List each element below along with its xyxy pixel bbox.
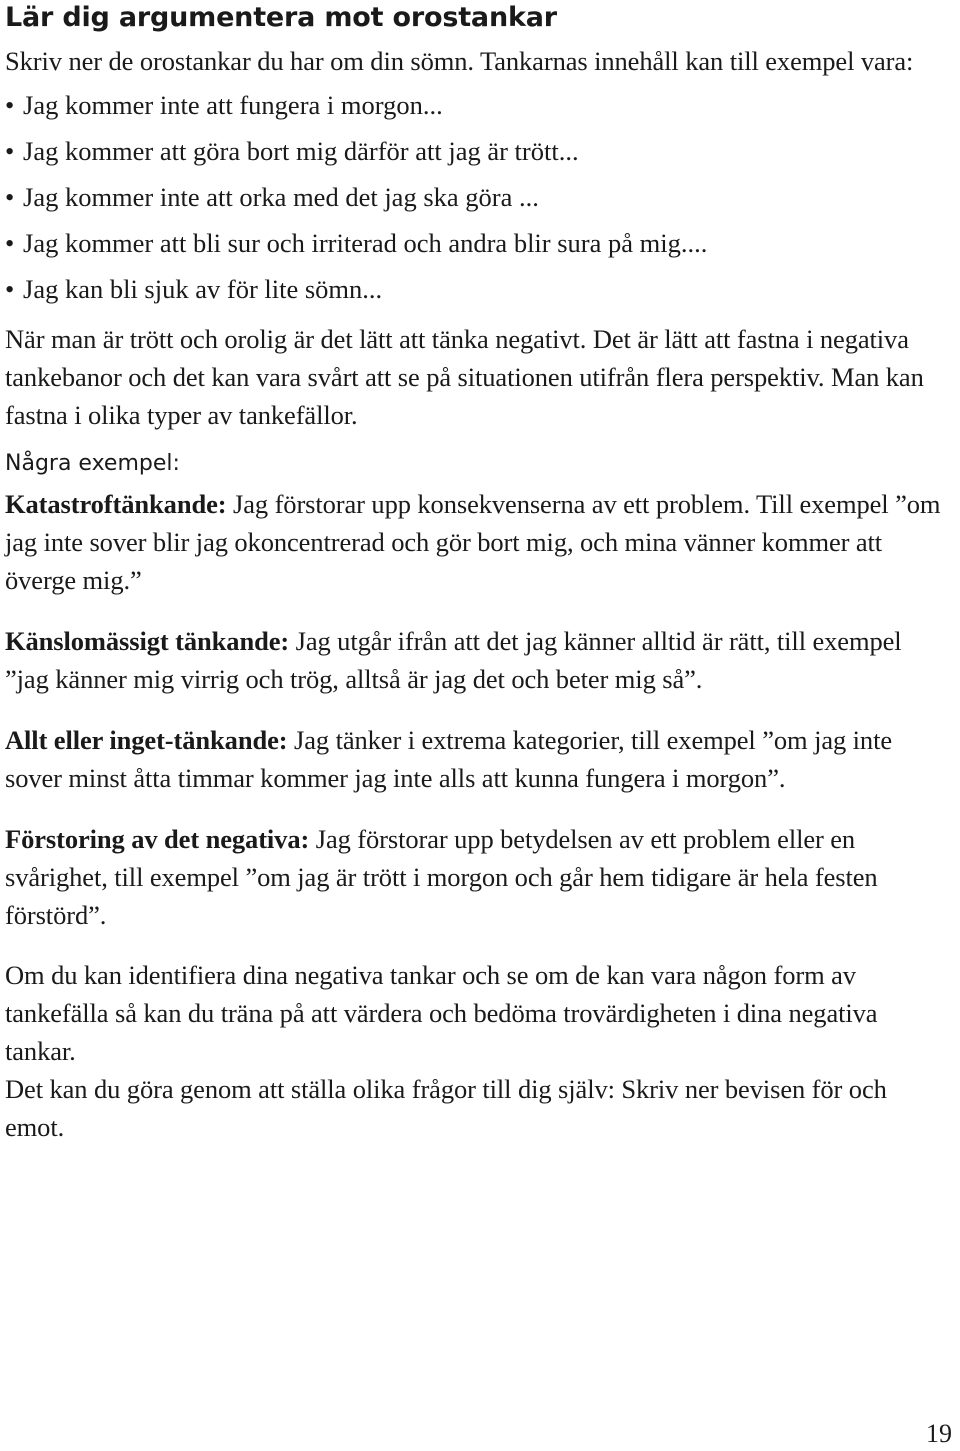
- page-number: 19: [926, 1419, 952, 1448]
- list-item: [5, 82, 950, 128]
- example-term: Allt eller inget-tänkande:: [5, 725, 288, 755]
- list-item-text: Jag kommer att göra bort mig därför att jag är trött...: [23, 136, 579, 166]
- example-emotional-reasoning: [5, 622, 950, 698]
- list-item-text: Jag kommer att bli sur och irriterad och andra blir sura på mig....: [23, 228, 708, 258]
- examples-subheading: Några exempel:: [5, 451, 180, 476]
- example-text: Jag förstorar upp konsekvenserna av ett problem. Till exempel ”om jag inte sover blir jag okoncentrerad och gör bort mig, och mina vänner kommer att överge mig.”: [5, 489, 941, 595]
- bullet-icon: •: [5, 136, 15, 166]
- example-text: Jag förstorar upp betydelsen av ett problem eller en svårighet, till exempel ”om jag är trött i morgon och går hem tidigare är hela festen förstörd”.: [5, 824, 878, 930]
- bullet-icon: •: [5, 274, 15, 304]
- example-term: Förstoring av det negativa:: [5, 824, 310, 854]
- list-item-text: Jag kommer inte att fungera i morgon...: [23, 90, 443, 120]
- example-term: Känslomässigt tänkande:: [5, 626, 290, 656]
- bullet-icon: •: [5, 182, 15, 212]
- example-text: Jag tänker i extrema kategorier, till exempel ”om jag inte sover minst åtta timmar kommer jag inte alls att kunna fungera i morgon”.: [5, 725, 893, 793]
- example-term: Katastroftänkande:: [5, 489, 227, 519]
- list-item: [5, 220, 950, 266]
- example-text: Jag utgår ifrån att det jag känner alltid är rätt, till exempel ”jag känner mig virrig och trög, alltså är jag det och beter mig så”.: [5, 626, 902, 694]
- example-all-or-nothing: [5, 721, 950, 797]
- bullet-icon: •: [5, 90, 15, 120]
- intro-paragraph: Skriv ner de orostankar du har om din sömn. Tankarnas innehåll kan till exempel vara:: [5, 46, 914, 76]
- document-page: [5, 0, 950, 1146]
- worry-examples-list: [5, 82, 950, 312]
- closing-instruction: Det kan du göra genom att ställa olika frågor till dig själv: Skriv ner bevisen för och emot.: [5, 1074, 887, 1142]
- example-magnification: [5, 820, 950, 934]
- list-item-text: Jag kommer inte att orka med det jag ska göra ...: [23, 182, 539, 212]
- negative-thinking-paragraph: När man är trött och orolig är det lätt att tänka negativt. Det är lätt att fastna i negativa tankebanor och det kan vara svårt att se på situationen utifrån flera perspektiv. Man kan fastna i olika typer av tankefällor.: [5, 324, 924, 430]
- list-item-text: Jag kan bli sjuk av för lite sömn...: [23, 274, 383, 304]
- bullet-icon: •: [5, 228, 15, 258]
- page-heading: Lär dig argumentera mot orostankar: [5, 2, 557, 33]
- list-item: [5, 128, 950, 174]
- list-item: [5, 266, 950, 312]
- closing-paragraph: Om du kan identifiera dina negativa tankar och se om de kan vara någon form av tankefälla så kan du träna på att värdera och bedöma trovärdigheten i dina negativa tankar.: [5, 960, 878, 1066]
- list-item: [5, 174, 950, 220]
- example-catastrophizing: [5, 485, 950, 599]
